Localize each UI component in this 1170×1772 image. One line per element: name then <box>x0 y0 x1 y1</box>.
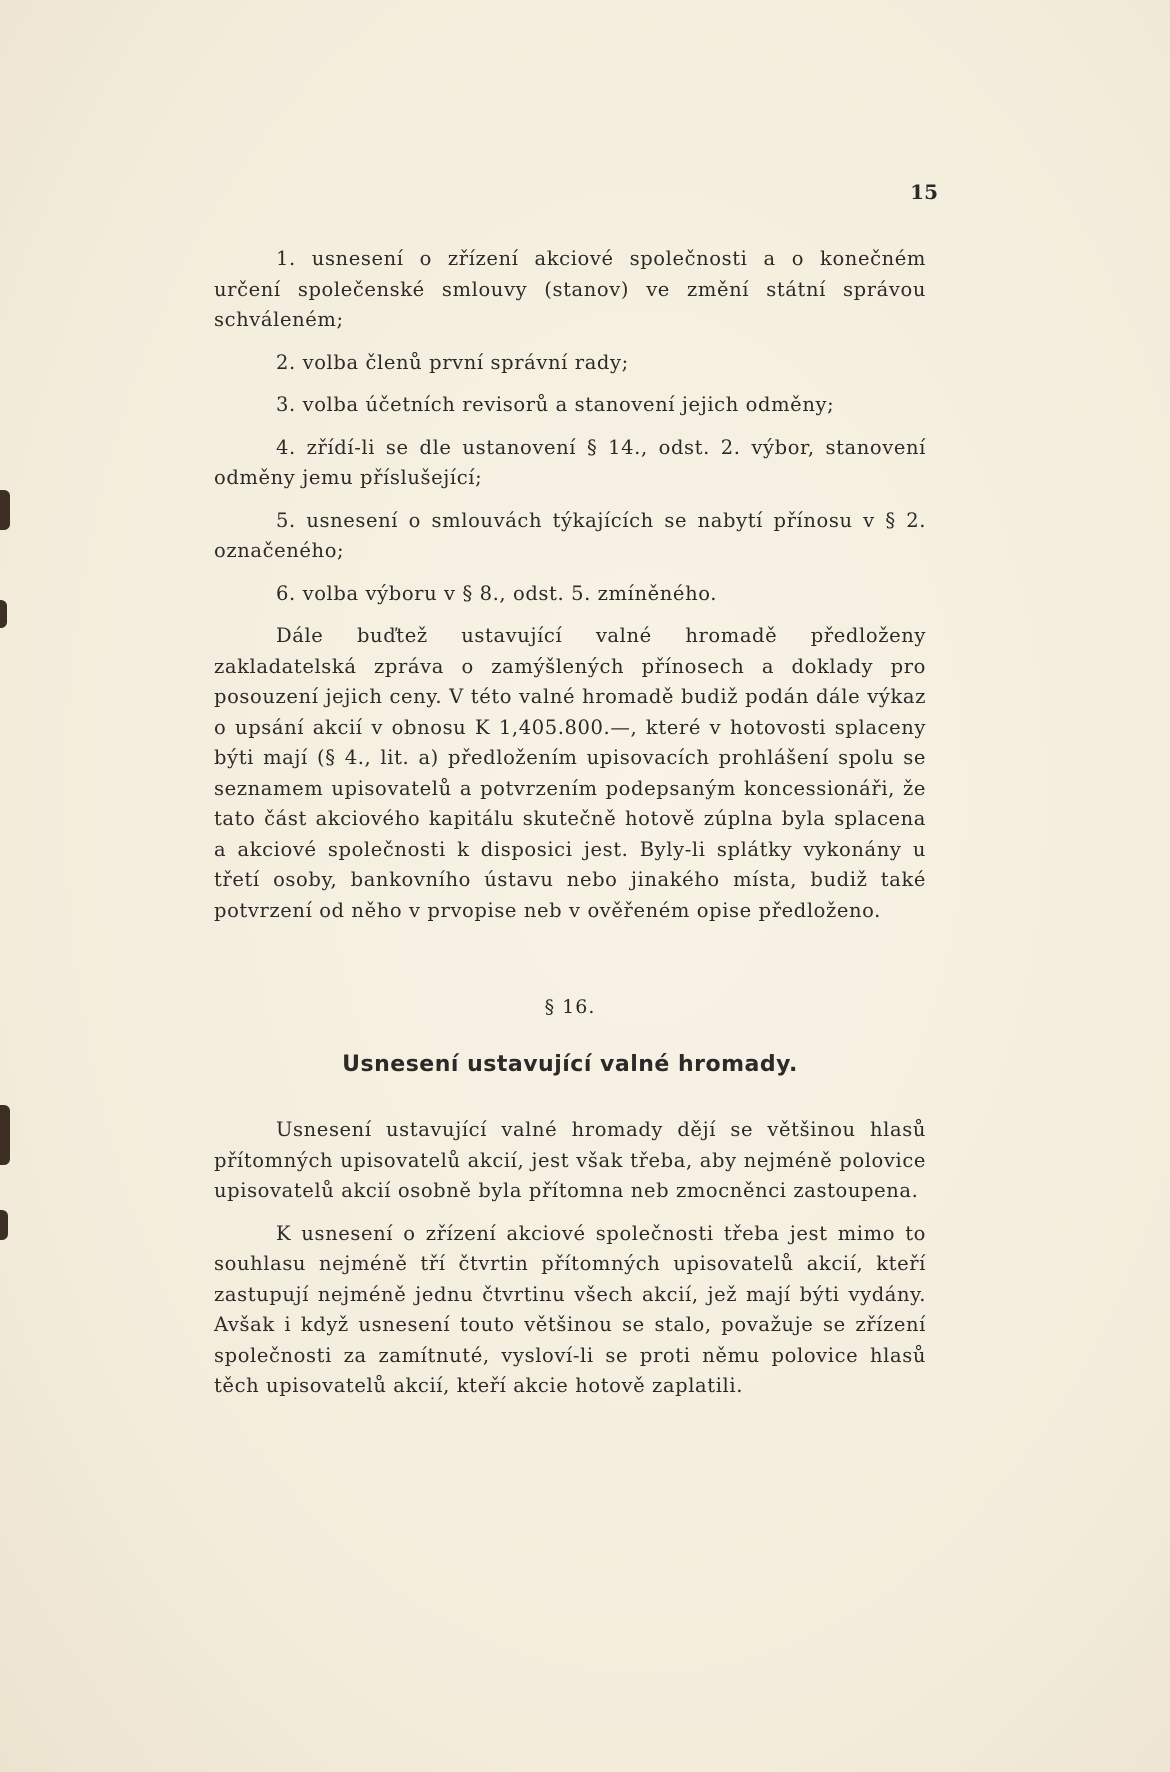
article-body-15 <box>214 244 926 926</box>
edge-stain <box>0 490 10 530</box>
list-item: 6. volba výboru v § 8., odst. 5. zmíněného. <box>276 581 718 605</box>
paragraph: Usnesení ustavující valné hromady dějí se většinou hlasů přítomných upisovatelů akcií, jest však třeba, aby nejméně polovice upisovatelů akcií osobně byla přítomna neb zmocněnci zastoupena. <box>214 1118 926 1202</box>
paragraph: Dále buďtež ustavující valné hromadě předloženy zakladatelská zpráva o zamýšlených přínosech a doklady pro posouzení jejich ceny. V této valné hromadě budiž podán dále výkaz o upsání akcií v obnosu K 1,405.800.—, které v hotovosti splaceny býti mají (§ 4., lit. a) předložením upisovacích prohlášení spolu se seznamem upisovatelů a potvrzením podepsaným koncessionáři, že tato část akciového kapitálu skutečně hotově zúplna byla splacena a akciové společnosti k disposici jest. Byly-li splátky vykonány u třetí osoby, bankovního ústavu nebo jinakého místa, budiž také potvrzení od něho v prvopise neb v ověřeném opise předloženo. <box>214 624 926 922</box>
section-number: § 16. <box>544 996 596 1018</box>
paragraph: K usnesení o zřízení akciové společnosti třeba jest mimo to souhlasu nejméně tří čtvrtin přítomných upisovatelů akcií, kteří zastupují nejméně jednu čtvrtinu všech akcií, jež mají býti vydány. Avšak i když usnesení touto většinou se stalo, považuje se zřízení společnosti za zamítnuté, vysloví-li se proti němu polovice hlasů těch upisovatelů akcií, kteří akcie hotově zaplatili. <box>214 1221 926 1397</box>
list-item: 3. volba účetních revisorů a stanovení jejich odměny; <box>276 393 835 416</box>
edge-stain <box>0 1210 8 1240</box>
page-number: 15 <box>910 180 938 204</box>
article-body-16 <box>214 1115 926 1414</box>
list-item: 5. usnesení o smlouvách týkajících se nabytí přínosu v § 2. označeného; <box>214 508 926 562</box>
list-item: 2. volba členů první správní rady; <box>276 350 629 374</box>
edge-stain <box>0 1105 10 1165</box>
section-heading: Usnesení ustavující valné hromady. <box>342 1052 798 1077</box>
list-item: 1. usnesení o zřízení akciové společnosti a o konečném určení společenské smlouvy (stanov) ve změní státní správou schváleném; <box>214 247 926 331</box>
edge-stain <box>0 600 7 628</box>
list-item: 4. zřídí-li se dle ustanovení § 14., odst. 2. výbor, stanovení odměny jemu příslušející; <box>214 435 926 489</box>
